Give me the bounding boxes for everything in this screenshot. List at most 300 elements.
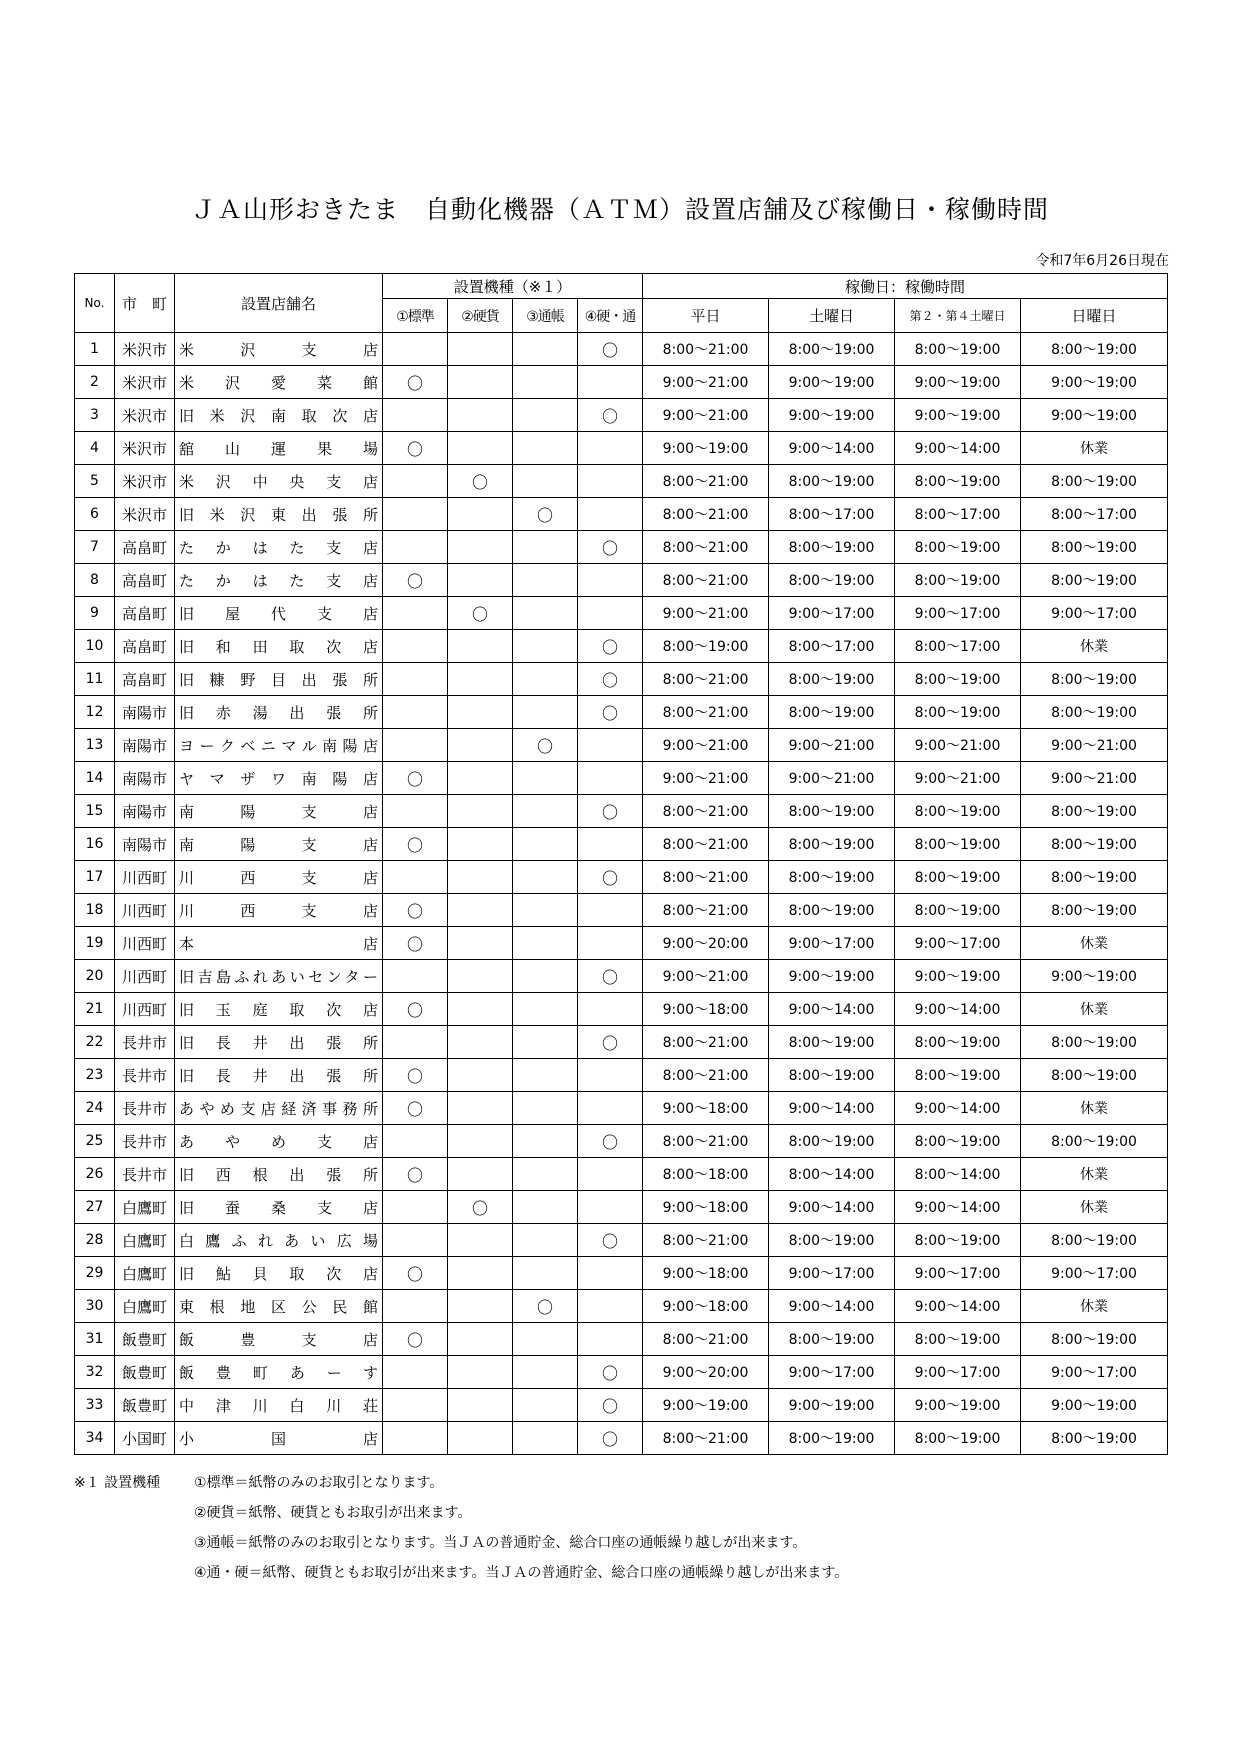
document-title: ＪＡ山形おきたま 自動化機器（ＡＴＭ）設置店舗及び稼働日・稼働時間: [190, 195, 1049, 224]
row-number: 14: [75, 762, 115, 795]
hours-sunday: 休業: [1021, 993, 1168, 1026]
machine-coin-passbook-cell: [578, 729, 643, 762]
hours-2nd-4th-saturday: 9:00～21:00: [895, 762, 1021, 795]
machine-coin-passbook-cell: 〇: [578, 663, 643, 696]
hours-2nd-4th-saturday: 9:00～21:00: [895, 729, 1021, 762]
machine-standard-cell: [383, 597, 448, 630]
row-shop-name: 川西支店: [175, 894, 383, 927]
machine-standard-cell: 〇: [383, 1257, 448, 1290]
machine-passbook-cell: [513, 1026, 578, 1059]
header-city: 市 町: [115, 274, 175, 333]
row-number: 34: [75, 1422, 115, 1455]
row-city: 川西町: [115, 894, 175, 927]
hours-saturday: 9:00～21:00: [769, 762, 895, 795]
hours-saturday: 9:00～17:00: [769, 927, 895, 960]
row-city: 白鷹町: [115, 1191, 175, 1224]
hours-2nd-4th-saturday: 8:00～19:00: [895, 465, 1021, 498]
machine-coin-passbook-cell: [578, 1323, 643, 1356]
table-row: [75, 894, 1168, 927]
machine-standard-cell: [383, 399, 448, 432]
hours-sunday: 8:00～19:00: [1021, 828, 1168, 861]
table-row: [75, 531, 1168, 564]
row-city: 川西町: [115, 993, 175, 1026]
row-number: 25: [75, 1125, 115, 1158]
hours-weekday: 9:00～18:00: [643, 993, 769, 1026]
hours-sunday: 休業: [1021, 927, 1168, 960]
row-number: 16: [75, 828, 115, 861]
hours-weekday: 9:00～21:00: [643, 729, 769, 762]
row-city: 小国町: [115, 1422, 175, 1455]
row-city: 高畠町: [115, 531, 175, 564]
row-shop-name: 旧米沢東出張所: [175, 498, 383, 531]
hours-2nd-4th-saturday: 9:00～17:00: [895, 1356, 1021, 1389]
hours-weekday: 9:00～19:00: [643, 432, 769, 465]
machine-coin-passbook-cell: 〇: [578, 1422, 643, 1455]
hours-2nd-4th-saturday: 9:00～19:00: [895, 399, 1021, 432]
machine-passbook-cell: [513, 531, 578, 564]
row-number: 23: [75, 1059, 115, 1092]
hours-2nd-4th-saturday: 8:00～19:00: [895, 333, 1021, 366]
hours-sunday: 8:00～19:00: [1021, 333, 1168, 366]
machine-standard-cell: [383, 960, 448, 993]
machine-coin-passbook-cell: [578, 432, 643, 465]
machine-standard-cell: 〇: [383, 927, 448, 960]
table-row: [75, 1191, 1168, 1224]
hours-saturday: 8:00～19:00: [769, 861, 895, 894]
machine-coin-cell: [448, 531, 513, 564]
hours-2nd-4th-saturday: 8:00～19:00: [895, 564, 1021, 597]
row-number: 9: [75, 597, 115, 630]
hours-2nd-4th-saturday: 9:00～14:00: [895, 1290, 1021, 1323]
machine-coin-passbook-cell: 〇: [578, 960, 643, 993]
row-shop-name: 舘山運果場: [175, 432, 383, 465]
hours-sunday: 休業: [1021, 1290, 1168, 1323]
machine-passbook-cell: [513, 927, 578, 960]
row-city: 長井市: [115, 1125, 175, 1158]
header-saturday: 土曜日: [769, 299, 895, 333]
hours-sunday: 8:00～19:00: [1021, 861, 1168, 894]
row-number: 28: [75, 1224, 115, 1257]
machine-coin-cell: [448, 1224, 513, 1257]
header-shop: 設置店舗名: [175, 274, 383, 333]
row-city: 米沢市: [115, 399, 175, 432]
hours-weekday: 8:00～21:00: [643, 696, 769, 729]
row-shop-name: 旧鮎貝取次店: [175, 1257, 383, 1290]
row-shop-name: 中津川白川荘: [175, 1389, 383, 1422]
row-number: 10: [75, 630, 115, 663]
machine-passbook-cell: [513, 993, 578, 1026]
header-2nd-4th-saturday: 第２・第４土曜日: [895, 299, 1021, 333]
row-shop-name: 米沢愛菜館: [175, 366, 383, 399]
table-row: [75, 564, 1168, 597]
row-shop-name: あやめ支店: [175, 1125, 383, 1158]
table-row: [75, 1422, 1168, 1455]
hours-2nd-4th-saturday: 8:00～19:00: [895, 663, 1021, 696]
row-shop-name: 南陽支店: [175, 795, 383, 828]
hours-weekday: 8:00～21:00: [643, 828, 769, 861]
hours-sunday: 8:00～19:00: [1021, 1323, 1168, 1356]
machine-standard-cell: 〇: [383, 1092, 448, 1125]
row-number: 6: [75, 498, 115, 531]
table-row: [75, 465, 1168, 498]
hours-2nd-4th-saturday: 8:00～19:00: [895, 1422, 1021, 1455]
hours-saturday: 8:00～17:00: [769, 630, 895, 663]
hours-2nd-4th-saturday: 9:00～14:00: [895, 993, 1021, 1026]
row-number: 13: [75, 729, 115, 762]
machine-coin-cell: [448, 828, 513, 861]
table-row: [75, 663, 1168, 696]
machine-passbook-cell: [513, 1158, 578, 1191]
machine-coin-passbook-cell: [578, 465, 643, 498]
hours-weekday: 9:00～18:00: [643, 1191, 769, 1224]
footnote-text: ③通帳＝紙幣のみのお取引となります。当ＪＡの普通貯金、総合口座の通帳繰り越しが出来ます。: [194, 1535, 807, 1551]
hours-2nd-4th-saturday: 8:00～19:00: [895, 828, 1021, 861]
machine-coin-passbook-cell: [578, 762, 643, 795]
hours-saturday: 9:00～17:00: [769, 597, 895, 630]
hours-saturday: 8:00～17:00: [769, 498, 895, 531]
machine-standard-cell: [383, 729, 448, 762]
hours-weekday: 8:00～19:00: [643, 630, 769, 663]
hours-weekday: 8:00～21:00: [643, 663, 769, 696]
machine-coin-cell: [448, 1092, 513, 1125]
row-number: 2: [75, 366, 115, 399]
table-row: [75, 498, 1168, 531]
header-sunday: 日曜日: [1021, 299, 1168, 333]
hours-weekday: 9:00～21:00: [643, 597, 769, 630]
machine-coin-passbook-cell: 〇: [578, 1125, 643, 1158]
hours-saturday: 8:00～19:00: [769, 1323, 895, 1356]
table-row: [75, 960, 1168, 993]
machine-coin-passbook-cell: 〇: [578, 333, 643, 366]
machine-standard-cell: [383, 663, 448, 696]
row-city: 飯豊町: [115, 1323, 175, 1356]
hours-sunday: 9:00～19:00: [1021, 960, 1168, 993]
header-no: No.: [75, 274, 115, 333]
hours-weekday: 9:00～20:00: [643, 1356, 769, 1389]
table-row: [75, 1092, 1168, 1125]
hours-weekday: 8:00～21:00: [643, 333, 769, 366]
machine-coin-passbook-cell: [578, 828, 643, 861]
hours-2nd-4th-saturday: 9:00～17:00: [895, 1257, 1021, 1290]
row-city: 米沢市: [115, 465, 175, 498]
footnote-line-1: [74, 1468, 848, 1498]
machine-standard-cell: [383, 1290, 448, 1323]
as-of-date: 令和7年6月26日現在: [1035, 253, 1169, 269]
machine-coin-cell: [448, 1422, 513, 1455]
machine-coin-passbook-cell: 〇: [578, 696, 643, 729]
table-row: [75, 861, 1168, 894]
hours-weekday: 9:00～21:00: [643, 366, 769, 399]
hours-saturday: 8:00～14:00: [769, 1158, 895, 1191]
row-number: 11: [75, 663, 115, 696]
hours-weekday: 8:00～21:00: [643, 1422, 769, 1455]
hours-2nd-4th-saturday: 8:00～19:00: [895, 1059, 1021, 1092]
row-city: 米沢市: [115, 366, 175, 399]
hours-sunday: 8:00～19:00: [1021, 1224, 1168, 1257]
row-number: 4: [75, 432, 115, 465]
table-row: [75, 1257, 1168, 1290]
header-machine-passbook: ③通帳: [513, 299, 578, 333]
hours-weekday: 8:00～21:00: [643, 465, 769, 498]
hours-2nd-4th-saturday: 8:00～19:00: [895, 795, 1021, 828]
row-city: 米沢市: [115, 333, 175, 366]
hours-2nd-4th-saturday: 9:00～14:00: [895, 432, 1021, 465]
hours-sunday: 休業: [1021, 1158, 1168, 1191]
row-city: 南陽市: [115, 762, 175, 795]
machine-passbook-cell: [513, 1257, 578, 1290]
hours-weekday: 9:00～18:00: [643, 1290, 769, 1323]
machine-coin-cell: [448, 366, 513, 399]
row-number: 22: [75, 1026, 115, 1059]
header-machine-standard: ①標準: [383, 299, 448, 333]
machine-passbook-cell: [513, 1356, 578, 1389]
machine-coin-passbook-cell: [578, 498, 643, 531]
row-shop-name: 白鷹ふれあい広場: [175, 1224, 383, 1257]
hours-weekday: 8:00～21:00: [643, 531, 769, 564]
hours-sunday: 8:00～19:00: [1021, 1422, 1168, 1455]
row-shop-name: 旧蚕桑支店: [175, 1191, 383, 1224]
machine-passbook-cell: [513, 1191, 578, 1224]
table-row: [75, 1290, 1168, 1323]
hours-weekday: 8:00～18:00: [643, 1158, 769, 1191]
hours-saturday: 8:00～19:00: [769, 1422, 895, 1455]
table-row: [75, 1323, 1168, 1356]
row-number: 8: [75, 564, 115, 597]
hours-sunday: 8:00～19:00: [1021, 564, 1168, 597]
machine-coin-passbook-cell: [578, 1158, 643, 1191]
row-shop-name: 旧糠野目出張所: [175, 663, 383, 696]
footnote-text: ②硬貨＝紙幣、硬貨ともお取引が出来ます。: [194, 1505, 472, 1521]
hours-saturday: 8:00～19:00: [769, 1125, 895, 1158]
machine-coin-cell: [448, 663, 513, 696]
hours-2nd-4th-saturday: 8:00～19:00: [895, 531, 1021, 564]
row-city: 川西町: [115, 927, 175, 960]
machine-coin-passbook-cell: [578, 1191, 643, 1224]
row-number: 5: [75, 465, 115, 498]
hours-sunday: 休業: [1021, 1092, 1168, 1125]
row-number: 27: [75, 1191, 115, 1224]
hours-weekday: 8:00～21:00: [643, 894, 769, 927]
machine-standard-cell: [383, 1125, 448, 1158]
hours-weekday: 9:00～18:00: [643, 1092, 769, 1125]
row-city: 白鷹町: [115, 1257, 175, 1290]
machine-standard-cell: 〇: [383, 993, 448, 1026]
machine-standard-cell: [383, 465, 448, 498]
machine-standard-cell: [383, 1389, 448, 1422]
hours-weekday: 9:00～19:00: [643, 1389, 769, 1422]
table-row: [75, 696, 1168, 729]
machine-passbook-cell: [513, 1125, 578, 1158]
machine-coin-passbook-cell: 〇: [578, 1026, 643, 1059]
machine-coin-cell: [448, 564, 513, 597]
hours-saturday: 8:00～19:00: [769, 564, 895, 597]
machine-coin-cell: 〇: [448, 1191, 513, 1224]
hours-2nd-4th-saturday: 8:00～19:00: [895, 1026, 1021, 1059]
hours-sunday: 8:00～19:00: [1021, 1059, 1168, 1092]
row-city: 米沢市: [115, 432, 175, 465]
machine-coin-cell: [448, 432, 513, 465]
hours-weekday: 8:00～21:00: [643, 1059, 769, 1092]
header-machine-coin-passbook: ④硬・通: [578, 299, 643, 333]
row-city: 南陽市: [115, 828, 175, 861]
row-number: 3: [75, 399, 115, 432]
machine-passbook-cell: [513, 1224, 578, 1257]
machine-coin-passbook-cell: [578, 1257, 643, 1290]
hours-saturday: 8:00～19:00: [769, 663, 895, 696]
machine-coin-cell: 〇: [448, 597, 513, 630]
machine-passbook-cell: [513, 564, 578, 597]
machine-passbook-cell: [513, 894, 578, 927]
hours-weekday: 8:00～21:00: [643, 795, 769, 828]
row-shop-name: あやめ支店経済事務所: [175, 1092, 383, 1125]
hours-sunday: 9:00～19:00: [1021, 366, 1168, 399]
hours-weekday: 8:00～21:00: [643, 861, 769, 894]
hours-saturday: 9:00～21:00: [769, 729, 895, 762]
machine-passbook-cell: [513, 597, 578, 630]
row-shop-name: 川西支店: [175, 861, 383, 894]
table-row: [75, 1059, 1168, 1092]
row-shop-name: 東根地区公民館: [175, 1290, 383, 1323]
hours-sunday: 8:00～19:00: [1021, 531, 1168, 564]
machine-standard-cell: 〇: [383, 762, 448, 795]
machine-coin-cell: [448, 1389, 513, 1422]
hours-saturday: 8:00～19:00: [769, 696, 895, 729]
machine-coin-passbook-cell: 〇: [578, 795, 643, 828]
row-city: 南陽市: [115, 795, 175, 828]
machine-coin-passbook-cell: [578, 1092, 643, 1125]
hours-sunday: 8:00～19:00: [1021, 795, 1168, 828]
machine-standard-cell: [383, 1422, 448, 1455]
hours-2nd-4th-saturday: 9:00～19:00: [895, 366, 1021, 399]
machine-standard-cell: 〇: [383, 432, 448, 465]
row-number: 33: [75, 1389, 115, 1422]
hours-sunday: 9:00～21:00: [1021, 729, 1168, 762]
machine-coin-passbook-cell: [578, 366, 643, 399]
machine-passbook-cell: [513, 795, 578, 828]
hours-weekday: 8:00～21:00: [643, 1026, 769, 1059]
row-shop-name: 飯豊町あーす: [175, 1356, 383, 1389]
machine-passbook-cell: [513, 366, 578, 399]
machine-coin-cell: [448, 399, 513, 432]
header-machine-coin: ②硬貨: [448, 299, 513, 333]
machine-passbook-cell: [513, 828, 578, 861]
row-city: 長井市: [115, 1059, 175, 1092]
table-row: [75, 1389, 1168, 1422]
hours-2nd-4th-saturday: 9:00～14:00: [895, 1092, 1021, 1125]
machine-coin-passbook-cell: [578, 564, 643, 597]
machine-coin-passbook-cell: 〇: [578, 1389, 643, 1422]
row-city: 川西町: [115, 960, 175, 993]
hours-saturday: 9:00～14:00: [769, 1092, 895, 1125]
hours-saturday: 9:00～14:00: [769, 993, 895, 1026]
row-city: 高畠町: [115, 597, 175, 630]
machine-passbook-cell: [513, 399, 578, 432]
table-row: [75, 597, 1168, 630]
table-row: [75, 795, 1168, 828]
row-city: 白鷹町: [115, 1290, 175, 1323]
row-shop-name: 本店: [175, 927, 383, 960]
machine-coin-cell: [448, 762, 513, 795]
machine-coin-passbook-cell: [578, 597, 643, 630]
machine-passbook-cell: 〇: [513, 498, 578, 531]
row-shop-name: 旧米沢南取次店: [175, 399, 383, 432]
machine-coin-cell: [448, 894, 513, 927]
machine-standard-cell: [383, 1026, 448, 1059]
hours-sunday: 9:00～17:00: [1021, 1257, 1168, 1290]
row-shop-name: 米沢中央支店: [175, 465, 383, 498]
machine-standard-cell: 〇: [383, 1323, 448, 1356]
footnote-label: ※１ 設置機種: [74, 1475, 161, 1491]
machine-passbook-cell: [513, 861, 578, 894]
hours-weekday: 8:00～21:00: [643, 498, 769, 531]
machine-passbook-cell: [513, 762, 578, 795]
footnotes: [74, 1468, 848, 1588]
hours-saturday: 8:00～19:00: [769, 465, 895, 498]
hours-2nd-4th-saturday: 9:00～14:00: [895, 1191, 1021, 1224]
hours-saturday: 9:00～19:00: [769, 399, 895, 432]
machine-standard-cell: [383, 861, 448, 894]
machine-standard-cell: 〇: [383, 564, 448, 597]
machine-coin-cell: [448, 1026, 513, 1059]
hours-saturday: 9:00～14:00: [769, 432, 895, 465]
footnote-line-2: [74, 1498, 848, 1528]
hours-weekday: 8:00～21:00: [643, 1224, 769, 1257]
row-shop-name: 旧長井出張所: [175, 1026, 383, 1059]
hours-weekday: 9:00～21:00: [643, 399, 769, 432]
machine-passbook-cell: [513, 960, 578, 993]
machine-coin-passbook-cell: 〇: [578, 1356, 643, 1389]
hours-weekday: 9:00～20:00: [643, 927, 769, 960]
machine-coin-cell: 〇: [448, 465, 513, 498]
row-number: 1: [75, 333, 115, 366]
row-city: 飯豊町: [115, 1389, 175, 1422]
machine-coin-cell: [448, 498, 513, 531]
hours-saturday: 8:00～19:00: [769, 1026, 895, 1059]
row-number: 17: [75, 861, 115, 894]
machine-coin-passbook-cell: 〇: [578, 1224, 643, 1257]
footnote-line-4: [74, 1558, 848, 1588]
hours-sunday: 8:00～19:00: [1021, 465, 1168, 498]
row-number: 30: [75, 1290, 115, 1323]
machine-standard-cell: [383, 696, 448, 729]
hours-saturday: 9:00～19:00: [769, 366, 895, 399]
row-shop-name: 米沢支店: [175, 333, 383, 366]
machine-standard-cell: [383, 531, 448, 564]
machine-coin-cell: [448, 333, 513, 366]
row-city: 飯豊町: [115, 1356, 175, 1389]
hours-saturday: 8:00～19:00: [769, 1224, 895, 1257]
hours-weekday: 9:00～18:00: [643, 1257, 769, 1290]
header-machine-group: 設置機種（※１）: [383, 274, 643, 299]
hours-sunday: 9:00～21:00: [1021, 762, 1168, 795]
hours-saturday: 9:00～17:00: [769, 1356, 895, 1389]
hours-2nd-4th-saturday: 8:00～17:00: [895, 630, 1021, 663]
machine-passbook-cell: [513, 432, 578, 465]
machine-passbook-cell: [513, 1092, 578, 1125]
machine-coin-passbook-cell: 〇: [578, 861, 643, 894]
machine-passbook-cell: 〇: [513, 1290, 578, 1323]
row-shop-name: 旧和田取次店: [175, 630, 383, 663]
hours-2nd-4th-saturday: 8:00～14:00: [895, 1158, 1021, 1191]
hours-2nd-4th-saturday: 9:00～19:00: [895, 1389, 1021, 1422]
hours-2nd-4th-saturday: 8:00～19:00: [895, 861, 1021, 894]
row-shop-name: 南陽支店: [175, 828, 383, 861]
machine-passbook-cell: [513, 696, 578, 729]
machine-standard-cell: 〇: [383, 894, 448, 927]
machine-coin-cell: [448, 993, 513, 1026]
machine-coin-cell: [448, 927, 513, 960]
hours-weekday: 8:00～21:00: [643, 564, 769, 597]
